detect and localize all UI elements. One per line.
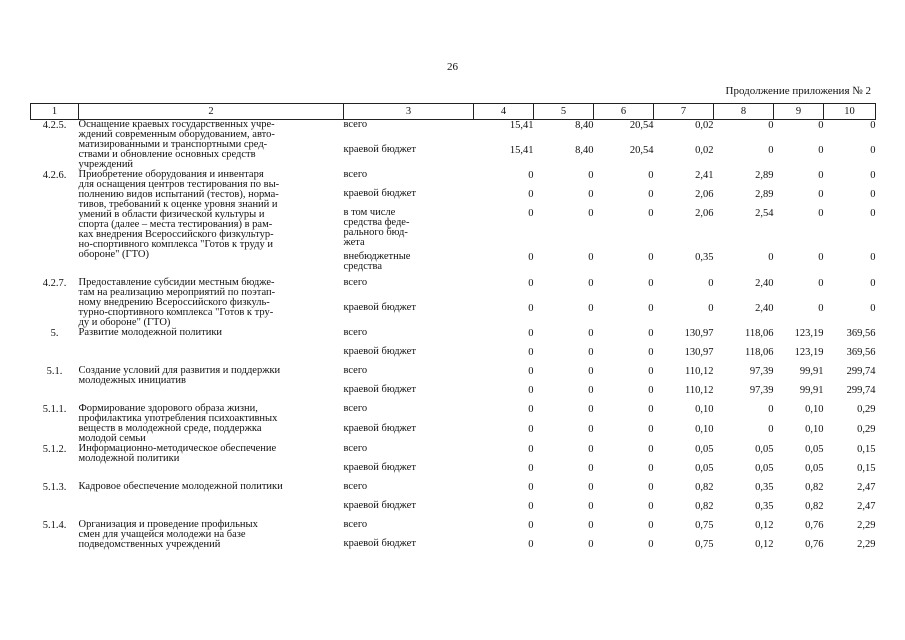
amount-cell: 0,05 <box>755 462 774 474</box>
amount-cell: 0,76 <box>805 538 824 550</box>
amount-cell: 99,91 <box>799 365 824 377</box>
amount-cell: 0 <box>648 327 654 339</box>
amount-cell: 0,10 <box>695 403 714 415</box>
amount-cell: 0 <box>588 277 594 289</box>
item-name: Информационно-методическое обеспечение молодежной политики <box>78 442 277 464</box>
amount-cell: 0 <box>870 120 876 131</box>
column-header: 3 <box>344 104 474 120</box>
funding-source: краевой бюджет <box>343 383 416 395</box>
amount-cell: 15,41 <box>509 120 534 131</box>
amount-cell: 0 <box>768 423 774 435</box>
amount-cell: 0 <box>648 481 654 493</box>
funding-source: всего <box>343 364 368 376</box>
amount-cell: 0 <box>588 170 594 181</box>
amount-cell: 0 <box>588 208 594 219</box>
amount-cell: 2,06 <box>695 208 714 219</box>
amount-cell: 97,39 <box>749 384 774 396</box>
amount-cell: 0 <box>648 252 654 264</box>
amount-cell: 0 <box>648 500 654 512</box>
amount-cell: 0 <box>648 384 654 396</box>
amount-cell: 20,54 <box>629 120 654 131</box>
amount-cell: 0 <box>708 277 714 289</box>
column-header: 9 <box>774 104 824 120</box>
amount-cell: 0 <box>648 346 654 358</box>
amount-cell: 0 <box>588 443 594 455</box>
budget-table <box>30 103 876 558</box>
amount-cell: 2,47 <box>857 500 876 512</box>
item-code: 4.2.5. <box>42 120 67 131</box>
column-header: 10 <box>824 104 876 120</box>
table-row <box>31 120 876 145</box>
amount-cell: 0 <box>768 120 774 131</box>
amount-cell: 123,19 <box>794 327 824 339</box>
amount-cell: 0,10 <box>805 403 824 415</box>
amount-cell: 0,05 <box>805 443 824 455</box>
amount-cell: 2,89 <box>755 189 774 200</box>
amount-cell: 0 <box>528 443 534 455</box>
amount-cell: 0 <box>588 327 594 339</box>
item-name: Развитие молодежной политики <box>78 326 223 338</box>
amount-cell: 2,06 <box>695 189 714 200</box>
amount-cell: 0 <box>588 500 594 512</box>
amount-cell: 0,15 <box>857 443 876 455</box>
funding-source: краевой бюджет <box>343 301 416 313</box>
amount-cell: 0,76 <box>805 519 824 531</box>
amount-cell: 0,29 <box>857 423 876 435</box>
table-row <box>31 404 876 424</box>
amount-cell: 0 <box>528 384 534 396</box>
amount-cell: 0,29 <box>857 403 876 415</box>
funding-source: всего <box>343 119 368 130</box>
amount-cell: 0 <box>870 189 876 200</box>
amount-cell: 0 <box>870 302 876 314</box>
amount-cell: 15,41 <box>509 144 534 156</box>
amount-cell: 0,02 <box>695 144 714 156</box>
amount-cell: 0 <box>588 252 594 264</box>
table-row <box>31 482 876 501</box>
funding-source: всего <box>343 442 368 454</box>
amount-cell: 2,41 <box>695 170 714 181</box>
amount-cell: 0 <box>588 365 594 377</box>
amount-cell: 0 <box>528 500 534 512</box>
amount-cell: 0 <box>648 302 654 314</box>
amount-cell: 0 <box>648 443 654 455</box>
amount-cell: 0,10 <box>695 423 714 435</box>
item-code: 5.1.4. <box>42 519 67 531</box>
amount-cell: 0 <box>818 120 824 131</box>
funding-source: всего <box>343 276 368 288</box>
amount-cell: 2,47 <box>857 481 876 493</box>
amount-cell: 0 <box>528 423 534 435</box>
amount-cell: 130,97 <box>684 346 714 358</box>
item-code: 5.1.1. <box>42 403 67 415</box>
table-header <box>31 104 876 120</box>
amount-cell: 0 <box>768 403 774 415</box>
amount-cell: 0 <box>648 519 654 531</box>
table-row <box>31 278 876 303</box>
item-name: Создание условий для развития и поддержки молодежных инициатив <box>78 364 281 386</box>
amount-cell: 0 <box>648 538 654 550</box>
amount-cell: 0 <box>528 327 534 339</box>
funding-source: краевой бюджет <box>343 143 416 155</box>
amount-cell: 0 <box>588 538 594 550</box>
item-name: Формирование здорового образа жизни, профилактика употребления психоактивных веществ в молодежной среде, поддержка молодой семьи <box>78 402 278 444</box>
header-row <box>31 104 876 120</box>
amount-cell: 369,56 <box>846 327 876 339</box>
amount-cell: 0 <box>818 277 824 289</box>
amount-cell: 369,56 <box>846 346 876 358</box>
amount-cell: 0 <box>648 423 654 435</box>
amount-cell: 0 <box>588 403 594 415</box>
item-code: 5. <box>50 327 59 339</box>
amount-cell: 0 <box>818 208 824 219</box>
amount-cell: 0,10 <box>805 423 824 435</box>
funding-source: внебюджетные средства <box>343 251 411 273</box>
amount-cell: 0 <box>818 189 824 200</box>
item-name: Приобретение оборудования и инвентаря для оснащения центров тестирования по вы- полнению видов испытаний (тестов), норма- тивов, требований к оценке уровня знаний и умений в области физической культуры и спорта (далее – места тестирования) в рам- ках внедрения Всероссийского физкультур- но-спортивного комплекса "Готов к труду и обороне" (ГТО) <box>78 169 280 260</box>
amount-cell: 0 <box>528 302 534 314</box>
amount-cell: 0,75 <box>695 538 714 550</box>
column-header: 4 <box>474 104 534 120</box>
amount-cell: 0 <box>818 302 824 314</box>
table-body <box>31 120 876 558</box>
item-code: 5.1. <box>46 365 63 377</box>
funding-source: всего <box>343 480 368 492</box>
amount-cell: 0 <box>588 519 594 531</box>
amount-cell: 0 <box>818 170 824 181</box>
amount-cell: 97,39 <box>749 365 774 377</box>
item-name: Кадровое обеспечение молодежной политики <box>78 480 283 492</box>
amount-cell: 0,82 <box>695 500 714 512</box>
funding-source: краевой бюджет <box>343 499 416 511</box>
amount-cell: 0 <box>870 277 876 289</box>
amount-cell: 110,12 <box>685 384 714 396</box>
funding-source: всего <box>343 169 368 180</box>
table-row <box>31 444 876 463</box>
column-header: 5 <box>534 104 594 120</box>
amount-cell: 0 <box>528 481 534 493</box>
funding-source: краевой бюджет <box>343 188 416 199</box>
table-row <box>31 170 876 189</box>
amount-cell: 0 <box>528 189 534 200</box>
amount-cell: 2,40 <box>755 277 774 289</box>
item-code: 4.2.6. <box>42 170 67 181</box>
amount-cell: 0,35 <box>755 500 774 512</box>
amount-cell: 0 <box>528 208 534 219</box>
funding-source: всего <box>343 518 368 530</box>
amount-cell: 130,97 <box>684 327 714 339</box>
amount-cell: 0 <box>648 277 654 289</box>
amount-cell: 0,35 <box>695 252 714 264</box>
funding-source: всего <box>343 402 368 414</box>
amount-cell: 8,40 <box>575 120 594 131</box>
amount-cell: 2,29 <box>857 538 876 550</box>
amount-cell: 0 <box>588 302 594 314</box>
item-code: 5.1.3. <box>42 481 67 493</box>
amount-cell: 20,54 <box>629 144 654 156</box>
amount-cell: 0,82 <box>805 481 824 493</box>
table-row <box>31 520 876 539</box>
funding-source: краевой бюджет <box>343 537 416 549</box>
amount-cell: 0 <box>768 252 774 264</box>
appendix-continuation-note: Продолжение приложения № 2 <box>725 85 871 97</box>
amount-cell: 8,40 <box>575 144 594 156</box>
amount-cell: 0 <box>588 462 594 474</box>
amount-cell: 0,05 <box>755 443 774 455</box>
amount-cell: 0 <box>648 189 654 200</box>
column-header: 2 <box>79 104 344 120</box>
amount-cell: 0 <box>818 252 824 264</box>
amount-cell: 0,05 <box>695 462 714 474</box>
funding-source: в том числе средства феде- рального бюд- жета <box>343 207 410 248</box>
table-row <box>31 328 876 347</box>
amount-cell: 110,12 <box>685 365 714 377</box>
amount-cell: 0 <box>768 144 774 156</box>
amount-cell: 0,05 <box>695 443 714 455</box>
funding-source: всего <box>343 326 368 338</box>
amount-cell: 0 <box>648 208 654 219</box>
item-name: Оснащение краевых государственных учре- ждений современным оборудованием, авто- матизированными и транспортными сред- ствами и обновление основных средств учреждений <box>78 119 275 170</box>
item-code: 5.1.2. <box>42 443 67 455</box>
amount-cell: 0,05 <box>805 462 824 474</box>
amount-cell: 0 <box>708 302 714 314</box>
amount-cell: 2,29 <box>857 519 876 531</box>
amount-cell: 0 <box>528 403 534 415</box>
amount-cell: 0 <box>870 208 876 219</box>
amount-cell: 0 <box>588 189 594 200</box>
funding-source: краевой бюджет <box>343 422 416 434</box>
amount-cell: 0 <box>648 403 654 415</box>
amount-cell: 0 <box>528 538 534 550</box>
amount-cell: 0,15 <box>857 462 876 474</box>
amount-cell: 0 <box>528 462 534 474</box>
amount-cell: 0 <box>818 144 824 156</box>
amount-cell: 299,74 <box>846 365 876 377</box>
column-header: 7 <box>654 104 714 120</box>
amount-cell: 0,82 <box>695 481 714 493</box>
page-number: 26 <box>447 61 458 73</box>
amount-cell: 0,12 <box>755 538 774 550</box>
amount-cell: 0 <box>528 365 534 377</box>
amount-cell: 2,40 <box>755 302 774 314</box>
amount-cell: 0 <box>528 346 534 358</box>
amount-cell: 0 <box>648 462 654 474</box>
amount-cell: 0 <box>588 423 594 435</box>
column-header: 1 <box>31 104 79 120</box>
amount-cell: 0 <box>870 144 876 156</box>
amount-cell: 0 <box>648 170 654 181</box>
table-row <box>31 366 876 385</box>
amount-cell: 0 <box>528 277 534 289</box>
amount-cell: 0 <box>588 346 594 358</box>
amount-cell: 0 <box>588 481 594 493</box>
amount-cell: 0 <box>528 519 534 531</box>
amount-cell: 0,02 <box>695 120 714 131</box>
amount-cell: 2,54 <box>755 208 774 219</box>
item-name: Организация и проведение профильных смен для учащейся молодежи на базе подведомственных учреждений <box>78 518 258 550</box>
amount-cell: 0 <box>528 252 534 264</box>
amount-cell: 0 <box>648 365 654 377</box>
amount-cell: 2,89 <box>755 170 774 181</box>
amount-cell: 0 <box>588 384 594 396</box>
amount-cell: 0,12 <box>755 519 774 531</box>
column-header: 6 <box>594 104 654 120</box>
funding-source: краевой бюджет <box>343 345 416 357</box>
amount-cell: 299,74 <box>846 384 876 396</box>
item-code: 4.2.7. <box>42 277 67 289</box>
amount-cell: 118,06 <box>745 327 774 339</box>
amount-cell: 0,82 <box>805 500 824 512</box>
amount-cell: 0 <box>528 170 534 181</box>
amount-cell: 123,19 <box>794 346 824 358</box>
item-name: Предоставление субсидии местным бюдже- там на реализацию мероприятий по поэтап- ному внедрению Всероссийского физкуль- турно-спортивного комплекса "Готов к тру- ду и обороне" (ГТО) <box>78 276 276 328</box>
amount-cell: 0 <box>870 170 876 181</box>
amount-cell: 0 <box>870 252 876 264</box>
amount-cell: 118,06 <box>745 346 774 358</box>
funding-source: краевой бюджет <box>343 461 416 473</box>
amount-cell: 99,91 <box>799 384 824 396</box>
amount-cell: 0,35 <box>755 481 774 493</box>
amount-cell: 0,75 <box>695 519 714 531</box>
column-header: 8 <box>714 104 774 120</box>
